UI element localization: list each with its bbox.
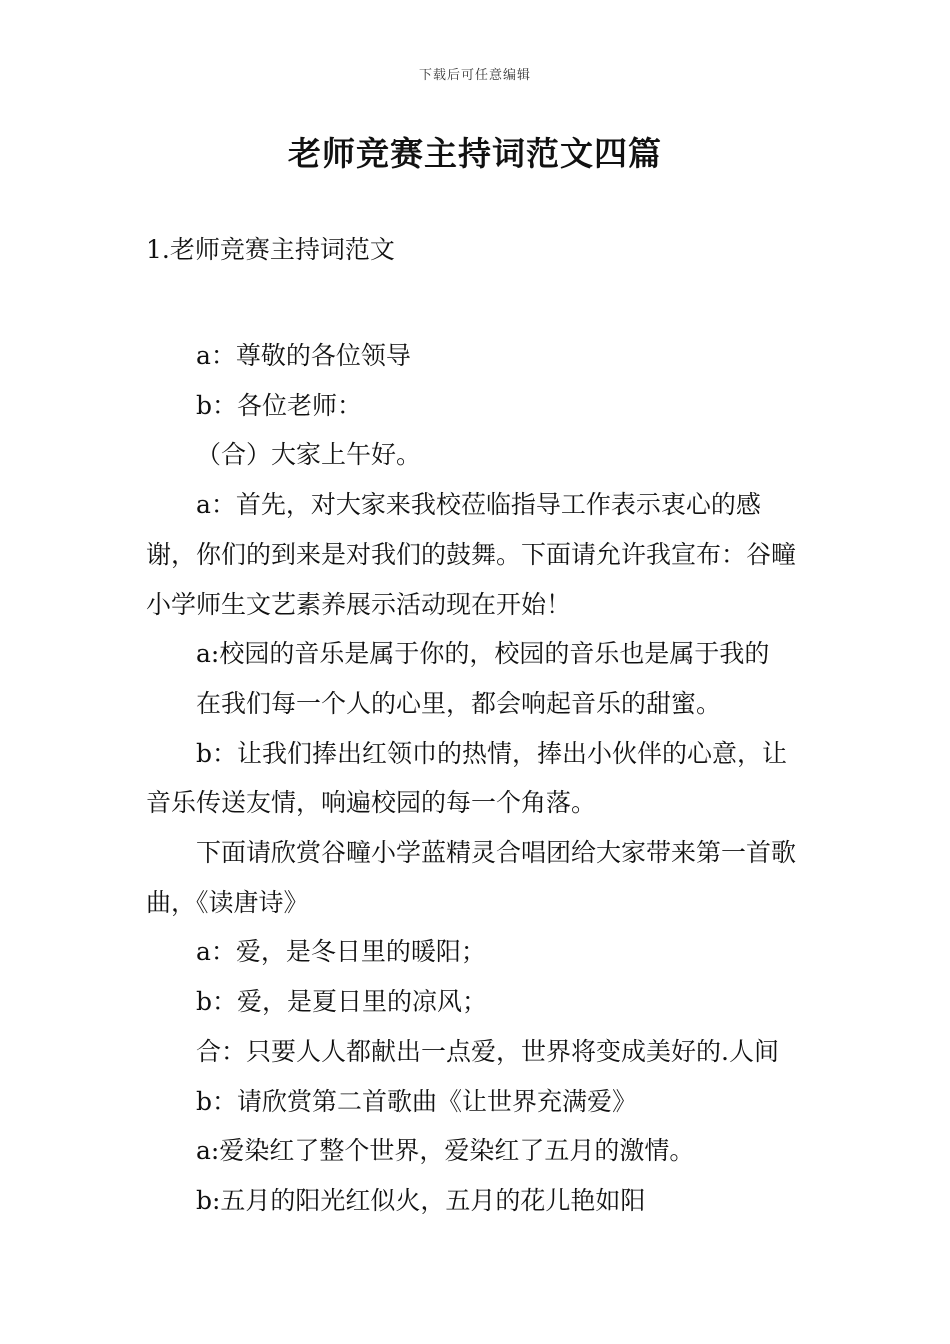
document-title: 老师竞赛主持词范文四篇 xyxy=(288,134,662,173)
paragraph: 在我们每一个人的心里，都会响起音乐的甜蜜。 xyxy=(196,688,722,718)
paragraph: a：首先，对大家来我校莅临指导工作表示衷心的感谢，你们的到来是对我们的鼓舞。下面请允许我宣布：谷疃小学师生文艺素养展示活动现在开始！ xyxy=(146,490,797,619)
paragraph: b:五月的阳光红似火，五月的花儿艳如阳 xyxy=(196,1185,646,1215)
paragraph: 合：只要人人都献出一点爱，世界将变成美好的.人间 xyxy=(196,1036,779,1066)
paragraph: a：尊敬的各位领导 xyxy=(196,341,411,370)
paragraph: b：各位老师： xyxy=(196,390,363,420)
paragraph: a:爱染红了整个世界，爱染红了五月的激情。 xyxy=(196,1136,695,1166)
paragraph: a：爱，是冬日里的暖阳； xyxy=(196,937,486,967)
paragraph: b：爱，是夏日里的凉风； xyxy=(196,987,488,1017)
paragraph: b：让我们捧出红领巾的热情，捧出小伙伴的心意，让音乐传送友情，响遍校园的每一个角落。 xyxy=(146,738,788,818)
body-text xyxy=(146,331,806,1226)
section-heading: 1.老师竞赛主持词范文 xyxy=(146,235,395,264)
header-note: 下载后可任意编辑 xyxy=(418,68,531,83)
paragraph: 下面请欣赏谷疃小学蓝精灵合唱团给大家带来第一首歌曲，《读唐诗》 xyxy=(146,838,797,917)
paragraph: b：请欣赏第二首歌曲《让世界充满爱》 xyxy=(196,1086,638,1116)
paragraph: a:校园的音乐是属于你的，校园的音乐也是属于我的 xyxy=(196,639,770,669)
paragraph: （合）大家上午好。 xyxy=(196,440,422,470)
